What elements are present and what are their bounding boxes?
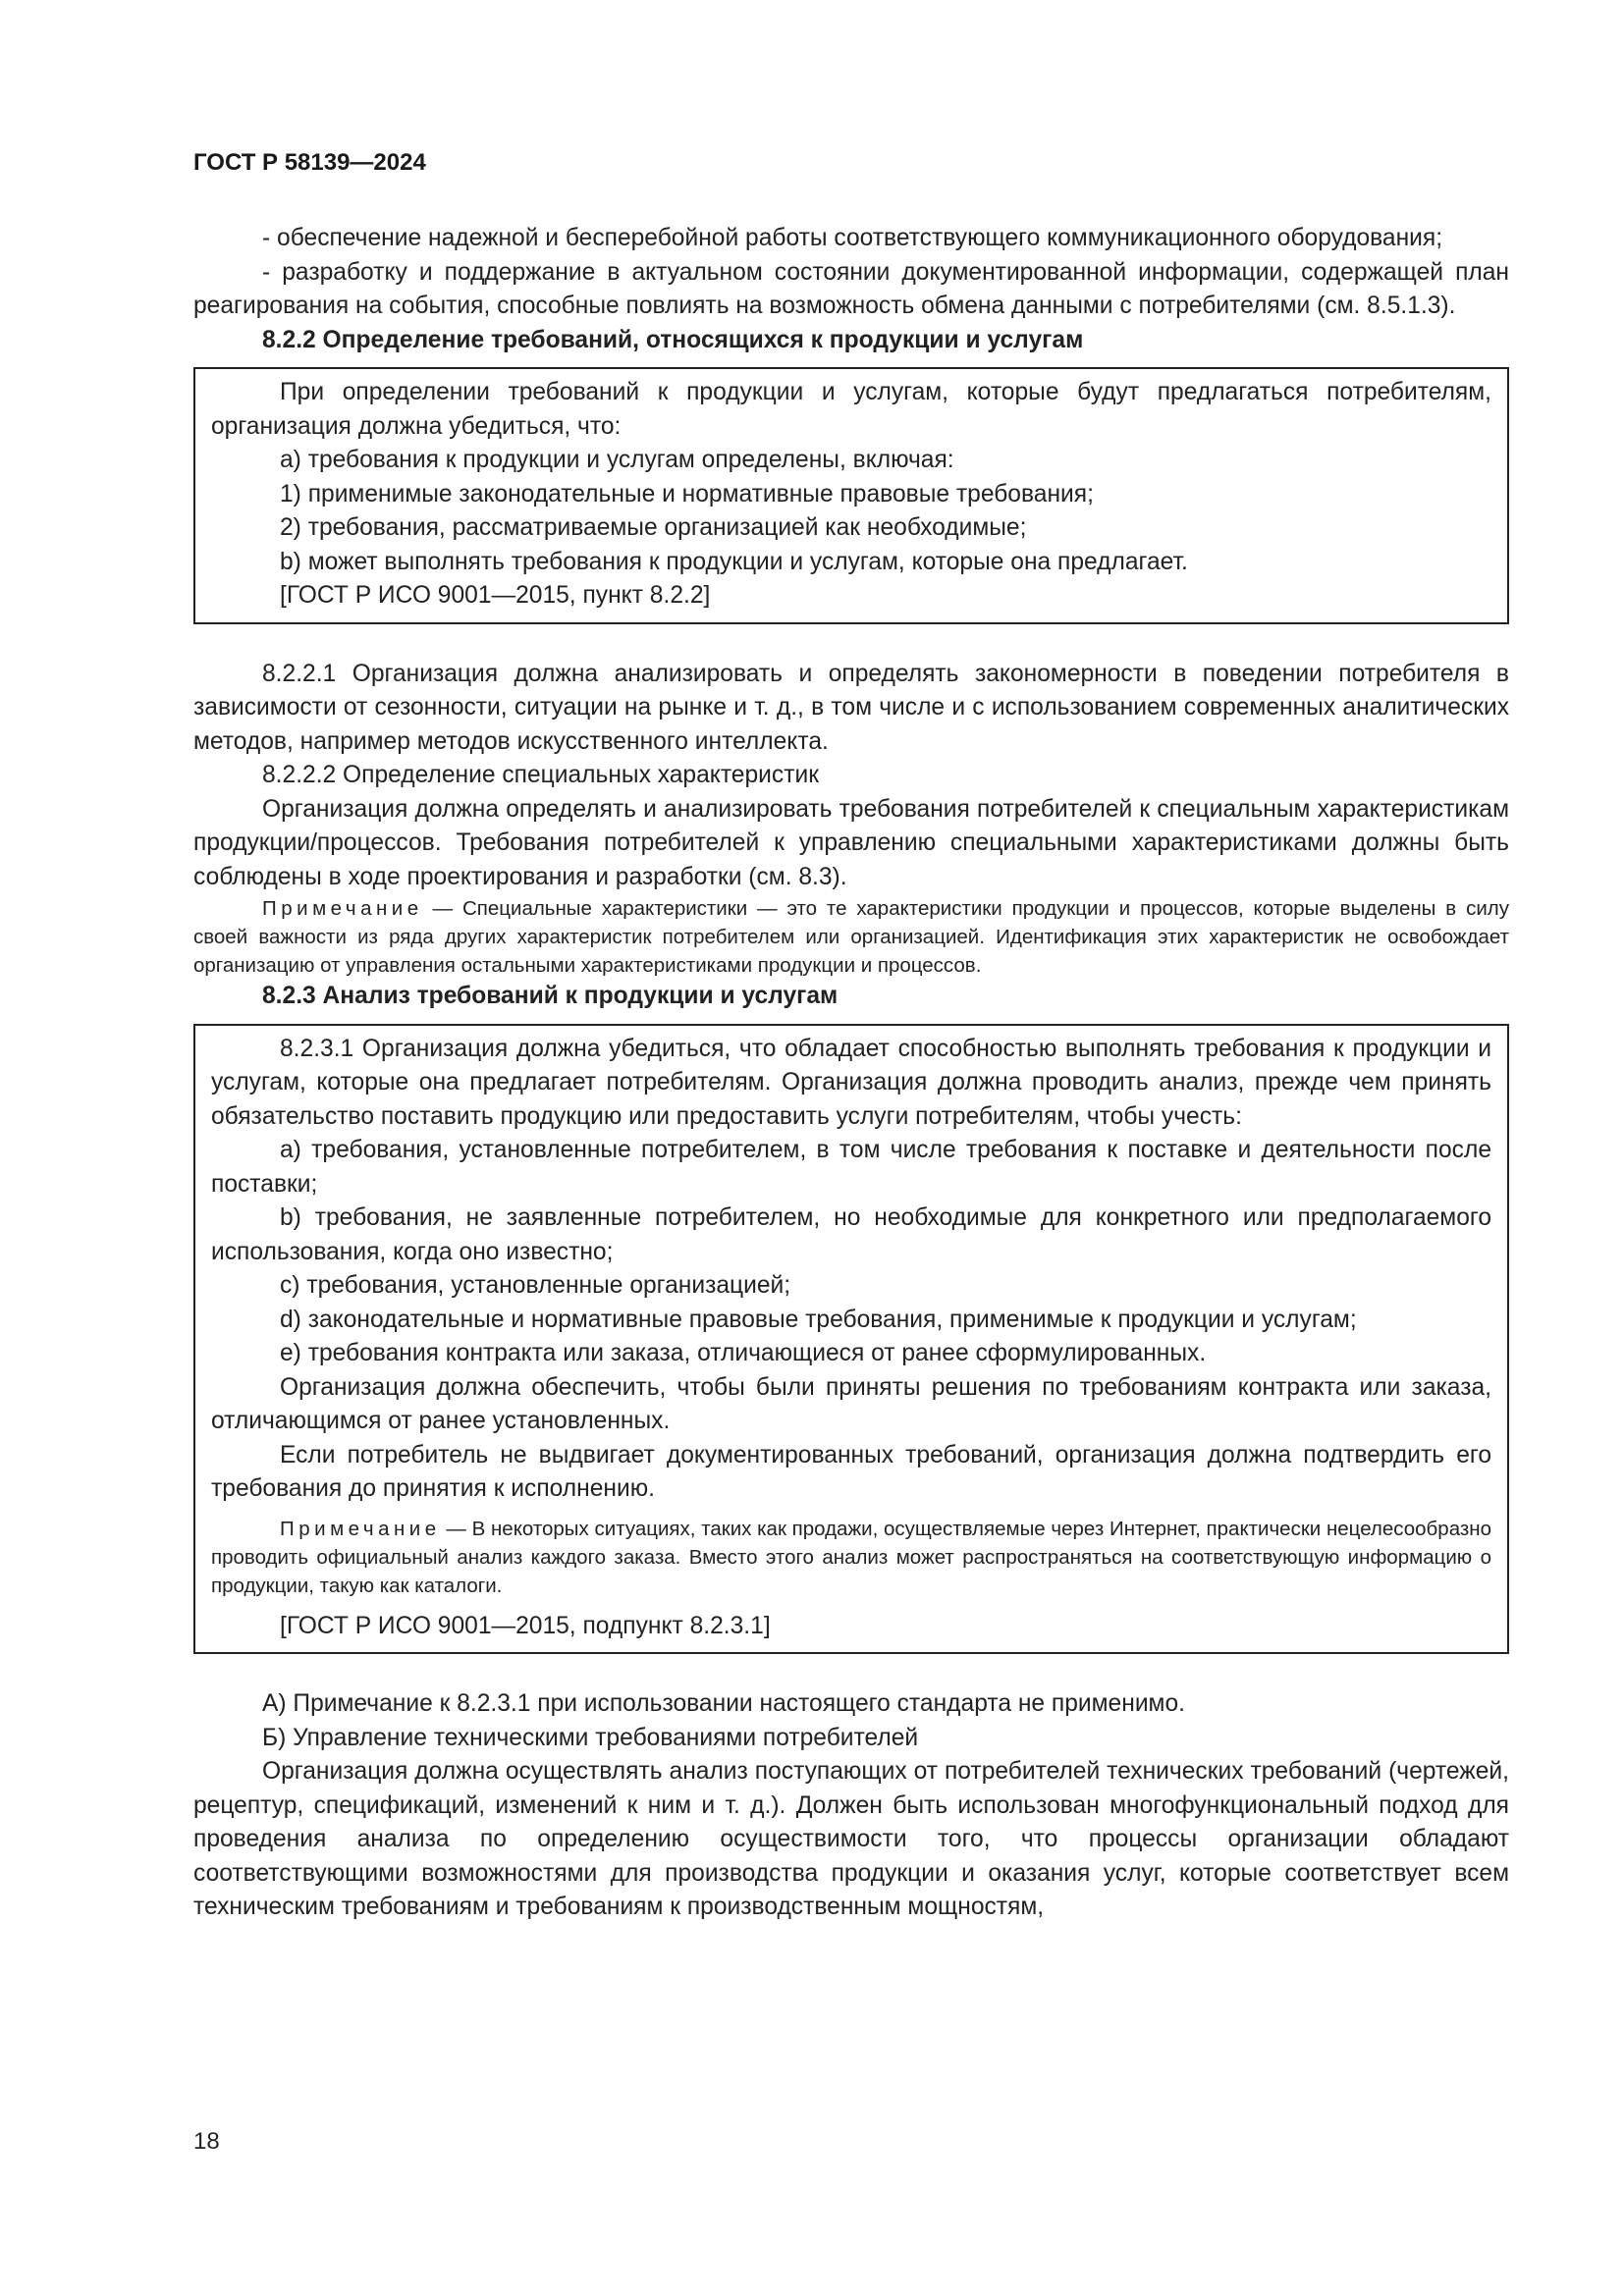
- box-822-lead: При определении требований к продукции и услугам, которые будут предлагаться потребителям, организация должна убедиться, что:: [211, 379, 1491, 440]
- spacer: [193, 1666, 1509, 1687]
- spacer: [193, 636, 1509, 658]
- note-text: — Специальные характеристики — это те характеристики продукции и процессов, которые выделены в силу своей важности из ряда других характеристик потребителем или организацией. Идентификация этих характеристик не освобождает организацию от управления остальными характеристиками продукции и процессов.: [193, 897, 1509, 977]
- box-822-reference: [ГОСТ Р ИСО 9001—2015, пункт 8.2.2]: [280, 582, 711, 609]
- after-item-b: Б) Управление техническими требованиями потребителей: [262, 1724, 919, 1751]
- paragraph-8222-body: Организация должна определять и анализировать требования потребителей к специальным характеристикам продукции/процессов. Требования потребителей к управлению специальными характеристиками должны быть соблюдены в ходе проектирования и разработки (см. 8.3).: [193, 795, 1509, 890]
- intro-item-2: - разработку и поддержание в актуальном состоянии документированной информации, содержащей план реагирования на события, способные повлиять на возможность обмена данными с потребителями (см. 8.5.1.3).: [193, 258, 1509, 319]
- paragraph-8221: 8.2.2.1 Организация должна анализировать и определять закономерности в поведении потребителя в зависимости от сезонности, ситуации на рынке и т. д., в том числе и с использованием современных аналитических методов, например методов искусственного интеллекта.: [193, 660, 1509, 755]
- box-823-note: [211, 1515, 1491, 1600]
- section-823-heading: 8.2.3 Анализ требований к продукции и услугам: [262, 983, 839, 1009]
- box-823-item-c: c) требования, установленные организацией;: [280, 1272, 791, 1299]
- box-822-item-b: b) может выполнять требования к продукции и услугам, которые она предлагает.: [280, 548, 1188, 575]
- page-number: 18: [193, 2128, 220, 2155]
- box-823-lead: 8.2.3.1 Организация должна убедиться, что обладает способностью выполнять требования к продукции и услугам, которые она предлагает потребителям. Организация должна проводить анализ, прежде чем принять обязательство поставить продукцию или предоставить услуги потребителям, чтобы учесть:: [211, 1035, 1491, 1130]
- quote-box-823: [193, 1024, 1509, 1655]
- box-823-item-a: a) требования, установленные потребителем, в том числе требования к поставке и деятельности после поставки;: [211, 1137, 1491, 1198]
- box-822-item-1: 1) применимые законодательные и нормативные правовые требования;: [280, 480, 1094, 507]
- after-paragraph: Организация должна осуществлять анализ поступающих от потребителей технических требований (чертежей, рецептур, спецификаций, изменений к ним и т. д.). Должен быть использован многофункциональный подход для проведения анализа по определению осуществимости того, что процессы организации обладают соответствующими возможностями для производства продукции и оказания услуг, которые соответствует всем техническим требованиям и требованиям к производственным мощностям,: [193, 1758, 1509, 1920]
- box-823-item-d: d) законодательные и нормативные правовые требования, применимые к продукции и услугам;: [280, 1306, 1357, 1333]
- note-text: — В некоторых ситуациях, таких как продажи, осуществляемые через Интернет, практически нецелесообразно проводить официальный анализ каждого заказа. Вместо этого анализ может распространяться на соответствующую информацию о продукции, такую как каталоги.: [211, 1517, 1491, 1597]
- quote-box-822: [193, 367, 1509, 624]
- paragraph-8222-title: 8.2.2.2 Определение специальных характеристик: [262, 762, 819, 788]
- note-8222: [193, 894, 1509, 980]
- box-822-item-a: a) требования к продукции и услугам определены, включая:: [280, 447, 954, 473]
- document-header: ГОСТ Р 58139—2024: [193, 149, 426, 176]
- box-823-item-b: b) требования, не заявленные потребителем, но необходимые для конкретного или предполагаемого использования, когда оно известно;: [211, 1204, 1491, 1265]
- document-body: [193, 222, 1509, 1925]
- box-822-item-2: 2) требования, рассматриваемые организацией как необходимые;: [280, 514, 1027, 541]
- box-823-item-e: e) требования контракта или заказа, отличающиеся от ранее сформулированных.: [280, 1340, 1207, 1366]
- note-label: Примечание: [262, 897, 423, 920]
- box-823-para-2: Если потребитель не выдвигает документированных требований, организация должна подтвердить его требования до принятия к исполнению.: [211, 1441, 1491, 1502]
- box-823-reference: [ГОСТ Р ИСО 9001—2015, подпункт 8.2.3.1]: [280, 1612, 771, 1639]
- section-822-heading: 8.2.2 Определение требований, относящихся к продукции и услугам: [262, 326, 1084, 353]
- box-823-para-1: Организация должна обеспечить, чтобы были приняты решения по требованиям контракта или заказа, отличающимся от ранее установленных.: [211, 1373, 1491, 1434]
- after-item-a: А) Примечание к 8.2.3.1 при использовании настоящего стандарта не применимо.: [262, 1690, 1185, 1717]
- note-label: Примечание: [280, 1517, 441, 1540]
- intro-item-1: - обеспечение надежной и бесперебойной работы соответствующего коммуникационного оборудования;: [262, 225, 1443, 251]
